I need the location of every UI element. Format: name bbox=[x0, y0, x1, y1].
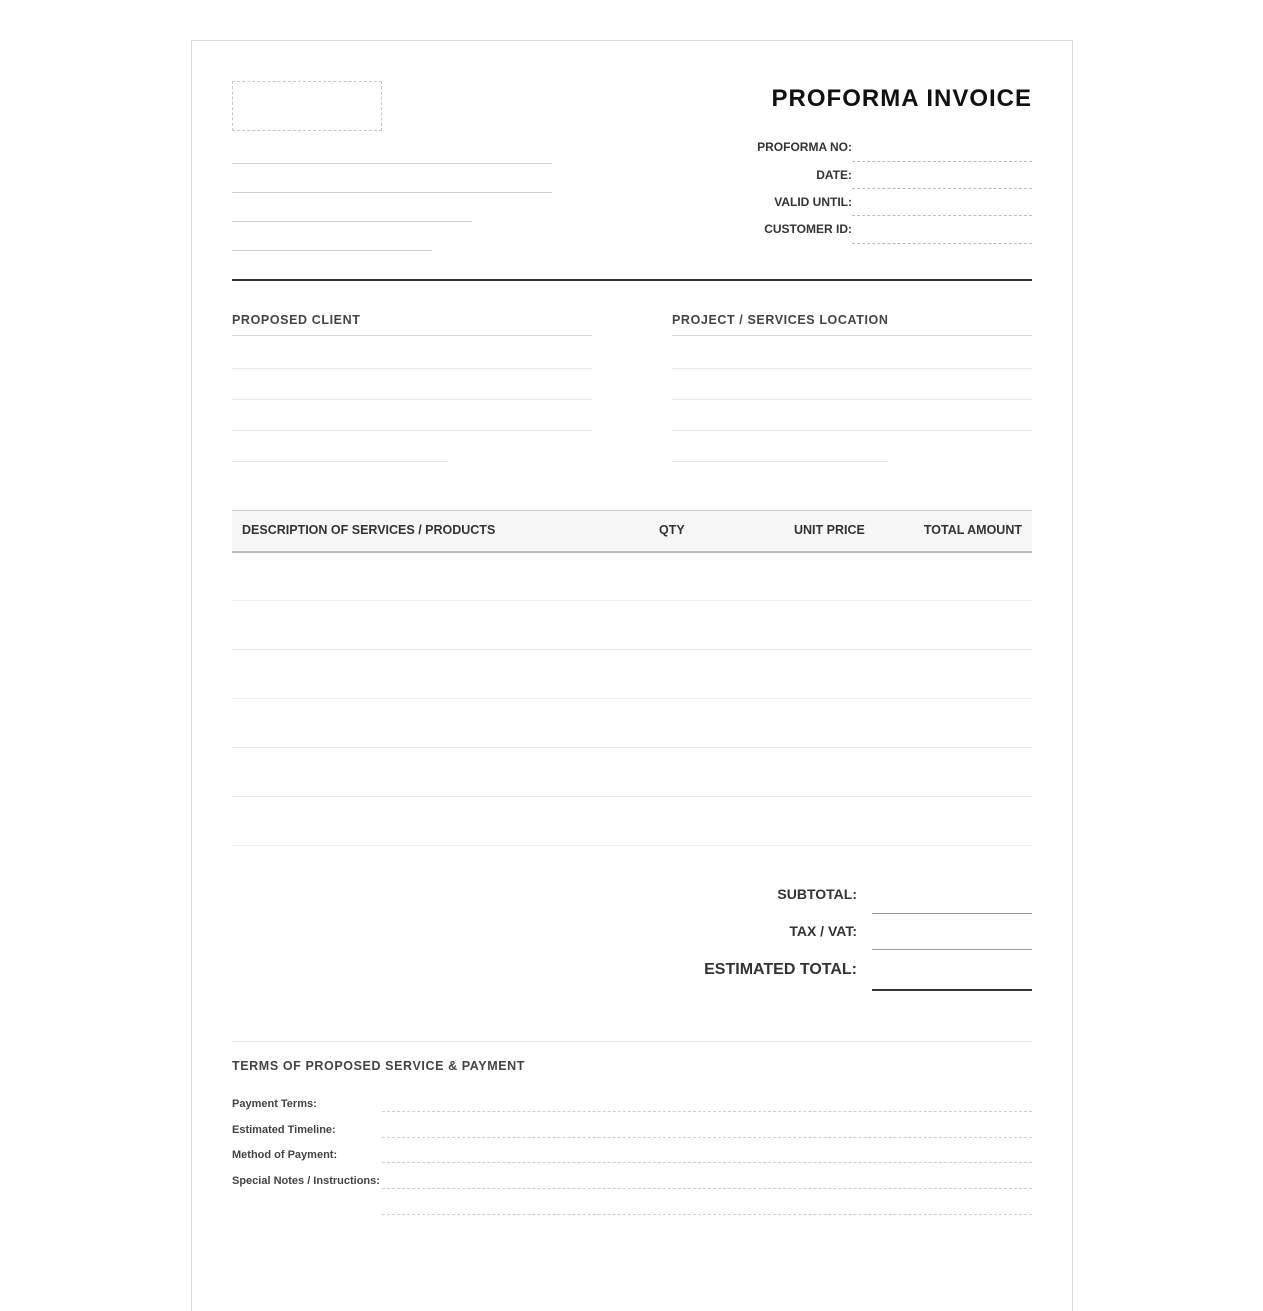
table-row[interactable] bbox=[232, 649, 1032, 650]
subtotal-label: SUBTOTAL: bbox=[777, 886, 857, 902]
header-divider bbox=[232, 279, 1032, 281]
estimated-timeline-label: Estimated Timeline: bbox=[232, 1124, 336, 1136]
method-of-payment-field[interactable] bbox=[382, 1162, 1032, 1163]
company-address-line-2[interactable] bbox=[232, 192, 552, 193]
client-line-2[interactable] bbox=[232, 399, 592, 400]
logo-placeholder[interactable] bbox=[232, 81, 382, 131]
services-location-rule bbox=[672, 335, 1032, 336]
document-title: PROFORMA INVOICE bbox=[771, 85, 1032, 112]
total-amount-column-header: TOTAL AMOUNT bbox=[923, 523, 1022, 537]
client-line-4[interactable] bbox=[232, 461, 448, 462]
proposed-client-heading: PROPOSED CLIENT bbox=[232, 313, 361, 327]
method-of-payment-label: Method of Payment: bbox=[232, 1149, 338, 1161]
client-line-3[interactable] bbox=[232, 430, 592, 431]
proposed-client-rule bbox=[232, 335, 592, 336]
invoice-sheet bbox=[191, 40, 1073, 1311]
company-address-line-3[interactable] bbox=[232, 221, 472, 222]
date-label: DATE: bbox=[816, 168, 852, 182]
valid-until-label: VALID UNTIL: bbox=[774, 195, 852, 209]
description-column-header: DESCRIPTION OF SERVICES / PRODUCTS bbox=[242, 523, 496, 537]
tax-vat-field[interactable] bbox=[872, 949, 1032, 950]
estimated-timeline-field[interactable] bbox=[382, 1137, 1032, 1138]
unit-price-column-header: UNIT PRICE bbox=[794, 523, 865, 537]
subtotal-field[interactable] bbox=[872, 913, 1032, 914]
company-address-line-4[interactable] bbox=[232, 250, 432, 251]
table-row[interactable] bbox=[232, 796, 1032, 797]
special-notes-field-continued[interactable] bbox=[382, 1214, 1032, 1215]
services-location-heading: PROJECT / SERVICES LOCATION bbox=[672, 313, 889, 327]
items-table-header bbox=[232, 510, 1032, 553]
payment-terms-field[interactable] bbox=[382, 1111, 1032, 1112]
proforma-no-label: PROFORMA NO: bbox=[757, 140, 852, 154]
valid-until-field[interactable] bbox=[852, 215, 1032, 216]
table-row[interactable] bbox=[232, 698, 1032, 699]
location-line-2[interactable] bbox=[672, 399, 1032, 400]
location-line-4[interactable] bbox=[672, 461, 888, 462]
estimated-total-label: ESTIMATED TOTAL: bbox=[704, 961, 857, 978]
company-address-line-1[interactable] bbox=[232, 163, 552, 164]
tax-vat-label: TAX / VAT: bbox=[789, 923, 857, 939]
qty-column-header: QTY bbox=[659, 523, 685, 537]
location-line-1[interactable] bbox=[672, 368, 1032, 369]
table-row[interactable] bbox=[232, 845, 1032, 846]
payment-terms-label: Payment Terms: bbox=[232, 1098, 317, 1110]
location-line-3[interactable] bbox=[672, 430, 1032, 431]
special-notes-field[interactable] bbox=[382, 1188, 1032, 1189]
customer-id-label: CUSTOMER ID: bbox=[764, 222, 852, 236]
proforma-no-field[interactable] bbox=[852, 161, 1032, 162]
special-notes-label: Special Notes / Instructions: bbox=[232, 1175, 380, 1187]
terms-heading: TERMS OF PROPOSED SERVICE & PAYMENT bbox=[232, 1059, 526, 1073]
client-line-1[interactable] bbox=[232, 368, 592, 369]
date-field[interactable] bbox=[852, 188, 1032, 189]
estimated-total-field[interactable] bbox=[872, 989, 1032, 991]
table-row[interactable] bbox=[232, 600, 1032, 601]
terms-divider bbox=[232, 1041, 1032, 1042]
table-row[interactable] bbox=[232, 747, 1032, 748]
customer-id-field[interactable] bbox=[852, 243, 1032, 244]
